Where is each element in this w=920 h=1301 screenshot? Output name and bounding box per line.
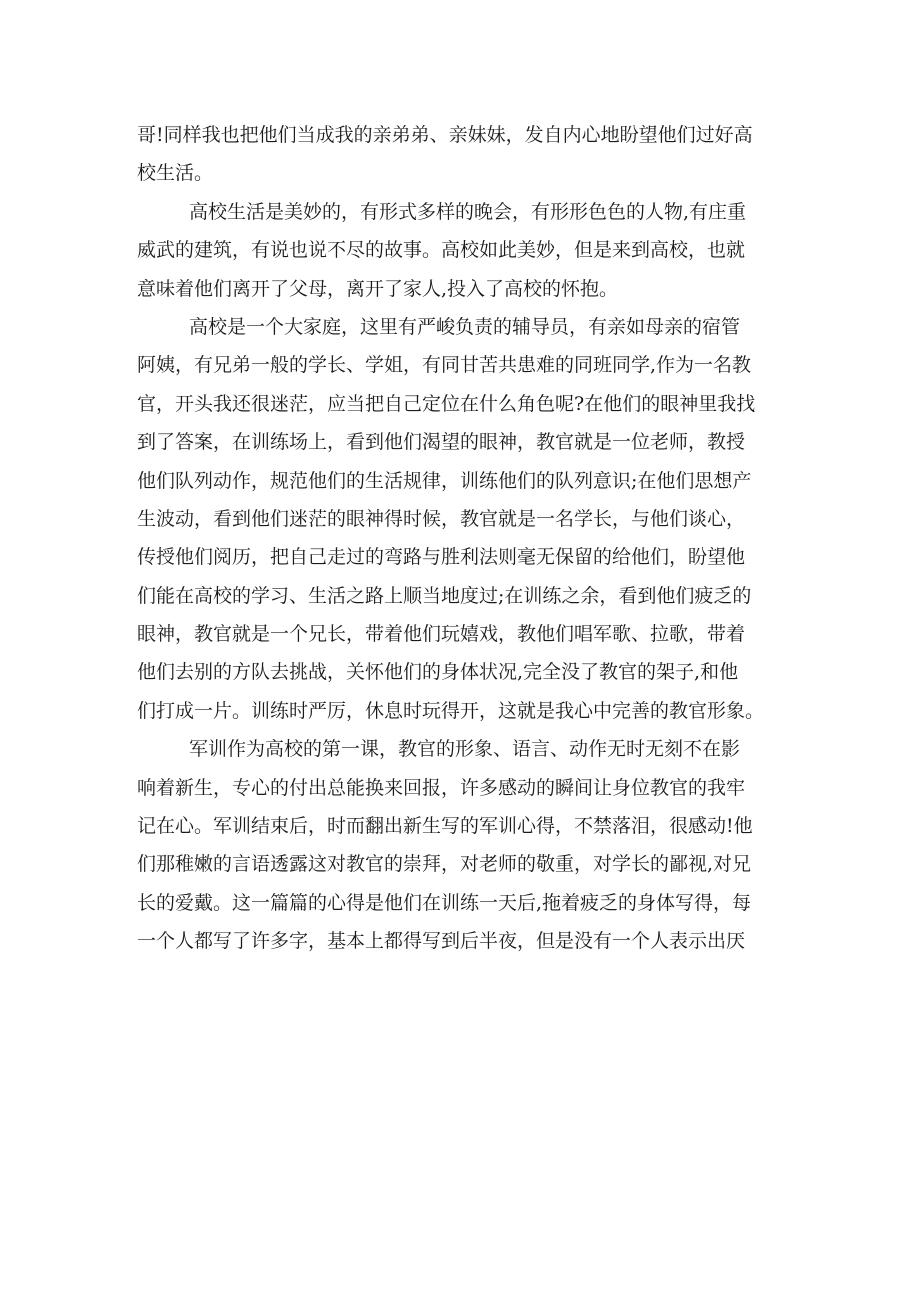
text-line: 校生活。 xyxy=(137,162,214,185)
text-line: 响着新生，专心的付出总能换来回报，许多感动的瞬间让身位教官的我牢 xyxy=(137,776,746,799)
text-line: 生波动，看到他们迷茫的眼神得时候，教官就是一名学长，与他们谈心， xyxy=(137,507,746,530)
text-line: 意味着他们离开了父母，离开了家人,投入了高校的怀抱。 xyxy=(137,277,619,300)
text-line: 威武的建筑，有说也说不尽的故事。高校如此美妙，但是来到高校，也就 xyxy=(137,239,746,262)
text-line: 眼神，教官就是一个兄长，带着他们玩嬉戏，教他们唱军歌、拉歌，带着 xyxy=(137,623,746,646)
text-line: 记在心。军训结束后，时而翻出新生写的军训心得，不禁落泪，很感动!他 xyxy=(137,815,753,838)
text-line: 他们队列动作，规范他们的生活规律，训练他们的队列意识;在他们思想产 xyxy=(137,469,752,492)
text-line: 到了答案，在训练场上，看到他们渴望的眼神，教官就是一位老师，教授 xyxy=(137,431,746,454)
text-line: 一个人都写了许多字，基本上都得写到后半夜，但是没有一个人表示出厌 xyxy=(137,930,746,953)
text-line: 官，开头我还很迷茫，应当把自己定位在什么角色呢?在他们的眼神里我找 xyxy=(137,392,756,415)
text-line: 阿姨，有兄弟一般的学长、学姐，有同甘苦共患难的同班同学,作为一名教 xyxy=(137,354,752,377)
paragraph-start-line: 军训作为高校的第一课，教官的形象、语言、动作无时无刻不在影 xyxy=(189,738,741,761)
paragraph-start-line: 高校生活是美妙的，有形式多样的晚会，有形形色色的人物,有庄重 xyxy=(189,200,747,223)
body-text xyxy=(137,116,797,961)
text-line: 长的爱戴。这一篇篇的心得是他们在训练一天后,拖着疲乏的身体写得，每 xyxy=(137,891,752,914)
paragraph-start-line: 高校是一个大家庭，这里有严峻负责的辅导员，有亲如母亲的宿管 xyxy=(189,315,741,338)
text-line: 传授他们阅历，把自己走过的弯路与胜利法则毫无保留的给他们，盼望他 xyxy=(137,546,746,569)
text-line: 们能在高校的学习、生活之路上顺当地度过;在训练之余，看到他们疲乏的 xyxy=(137,584,752,607)
text-line: 们那稚嫩的言语透露这对教官的崇拜，对老师的敬重，对学长的鄙视,对兄 xyxy=(137,853,752,876)
text-line: 们打成一片。训练时严厉，休息时玩得开，这就是我心中完善的教官形象。 xyxy=(137,699,765,722)
text-line: 他们去别的方队去挑战，关怀他们的身体状况,完全没了教官的架子,和他 xyxy=(137,661,739,684)
text-line: 哥!同样我也把他们当成我的亲弟弟、亲妹妹，发自内心地盼望他们过好高 xyxy=(137,124,753,146)
